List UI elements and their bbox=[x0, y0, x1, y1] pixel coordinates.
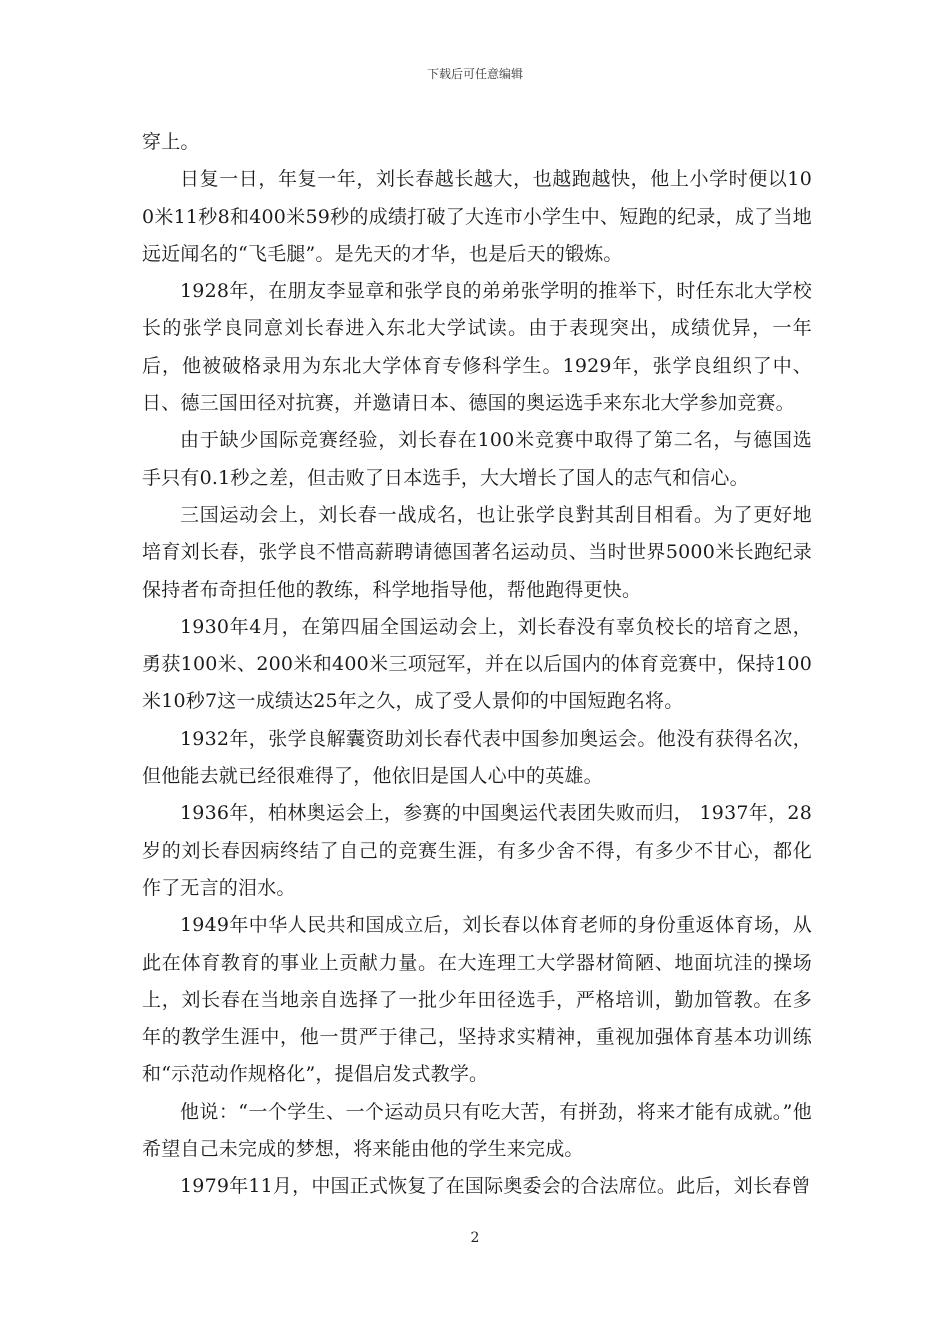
paragraph: 他说：“一个学生、一个运动员只有吃大苦，有拼劲，将来才能有成就。”他希望自己未完成的梦想，将来能由他的学生来完成。 bbox=[142, 1100, 812, 1161]
page-number: 2 bbox=[470, 1230, 480, 1246]
document-body bbox=[142, 124, 812, 1206]
paragraph: 1936年，柏林奥运会上，参赛的中国奥运代表团失败而归， 1937年，28岁的刘长春因病终结了自己的竞赛生涯，有多少舍不得，有多少不甘心，都化作了无言的泪水。 bbox=[142, 802, 812, 899]
page-header: 下载后可任意编辑 bbox=[426, 67, 523, 81]
paragraph: 1979年11月，中国正式恢复了在国际奥委会的合法席位。此后，刘长春曾 bbox=[180, 1175, 811, 1198]
paragraph: 三国运动会上，刘长春一战成名，也让张学良對其刮目相看。为了更好地培育刘长春，张学良不惜高薪聘请德国著名运动员、当时世界5000米长跑纪录保持者布奇担任他的教练，科学地指导他，帮他跑得更快。 bbox=[142, 503, 812, 601]
paragraph: 1930年4月，在第四届全国运动会上，刘长春没有辜负校长的培育之恩，勇获100米、200米和400米三项冠军，并在以后国内的体育竞赛中，保持100米10秒7这一成绩达25年之久，成了受人景仰的中国短跑名将。 bbox=[142, 615, 812, 713]
paragraph: 1949年中华人民共和国成立后，刘长春以体育老师的身份重返体育场，从此在体育教育的事业上贡献力量。在大连理工大学器材简陋、地面坑洼的操场上，刘长春在当地亲自选择了一批少年田径选手，严格培训，勤加管教。在多年的教学生涯中，他一贯严于律己，坚持求实精神，重视加强体育基本功训练和“示范动作规格化”，提倡启发式教学。 bbox=[142, 914, 812, 1086]
paragraph: 1928年，在朋友李显章和张学良的弟弟张学明的推举下，时任东北大学校长的张学良同意刘长春进入东北大学试读。由于表现突出，成绩优异，一年后，他被破格录用为东北大学体育专修科学生。1929年，张学良组织了中、日、德三国田径对抗赛，并邀请日本、德国的奥运选手来东北大学参加竞赛。 bbox=[142, 280, 812, 415]
paragraph: 1932年，张学良解囊资助刘长春代表中国参加奥运会。他没有获得名次，但他能去就已经很难得了，他依旧是国人心中的英雄。 bbox=[142, 727, 812, 788]
paragraph: 由于缺少国际竞赛经验，刘长春在100米竞赛中取得了第二名，与德国选手只有0.1秒之差，但击败了日本选手，大大增长了国人的志气和信心。 bbox=[142, 429, 812, 489]
paragraph: 穿上。 bbox=[142, 131, 200, 153]
paragraph: 日复一日，年复一年，刘长春越长越大，也越跑越快，他上小学时便以100米11秒8和400米59秒的成绩打破了大连市小学生中、短跑的纪录，成了当地远近闻名的“飞毛腿”。是先天的才华，也是后天的锻炼。 bbox=[142, 168, 812, 265]
